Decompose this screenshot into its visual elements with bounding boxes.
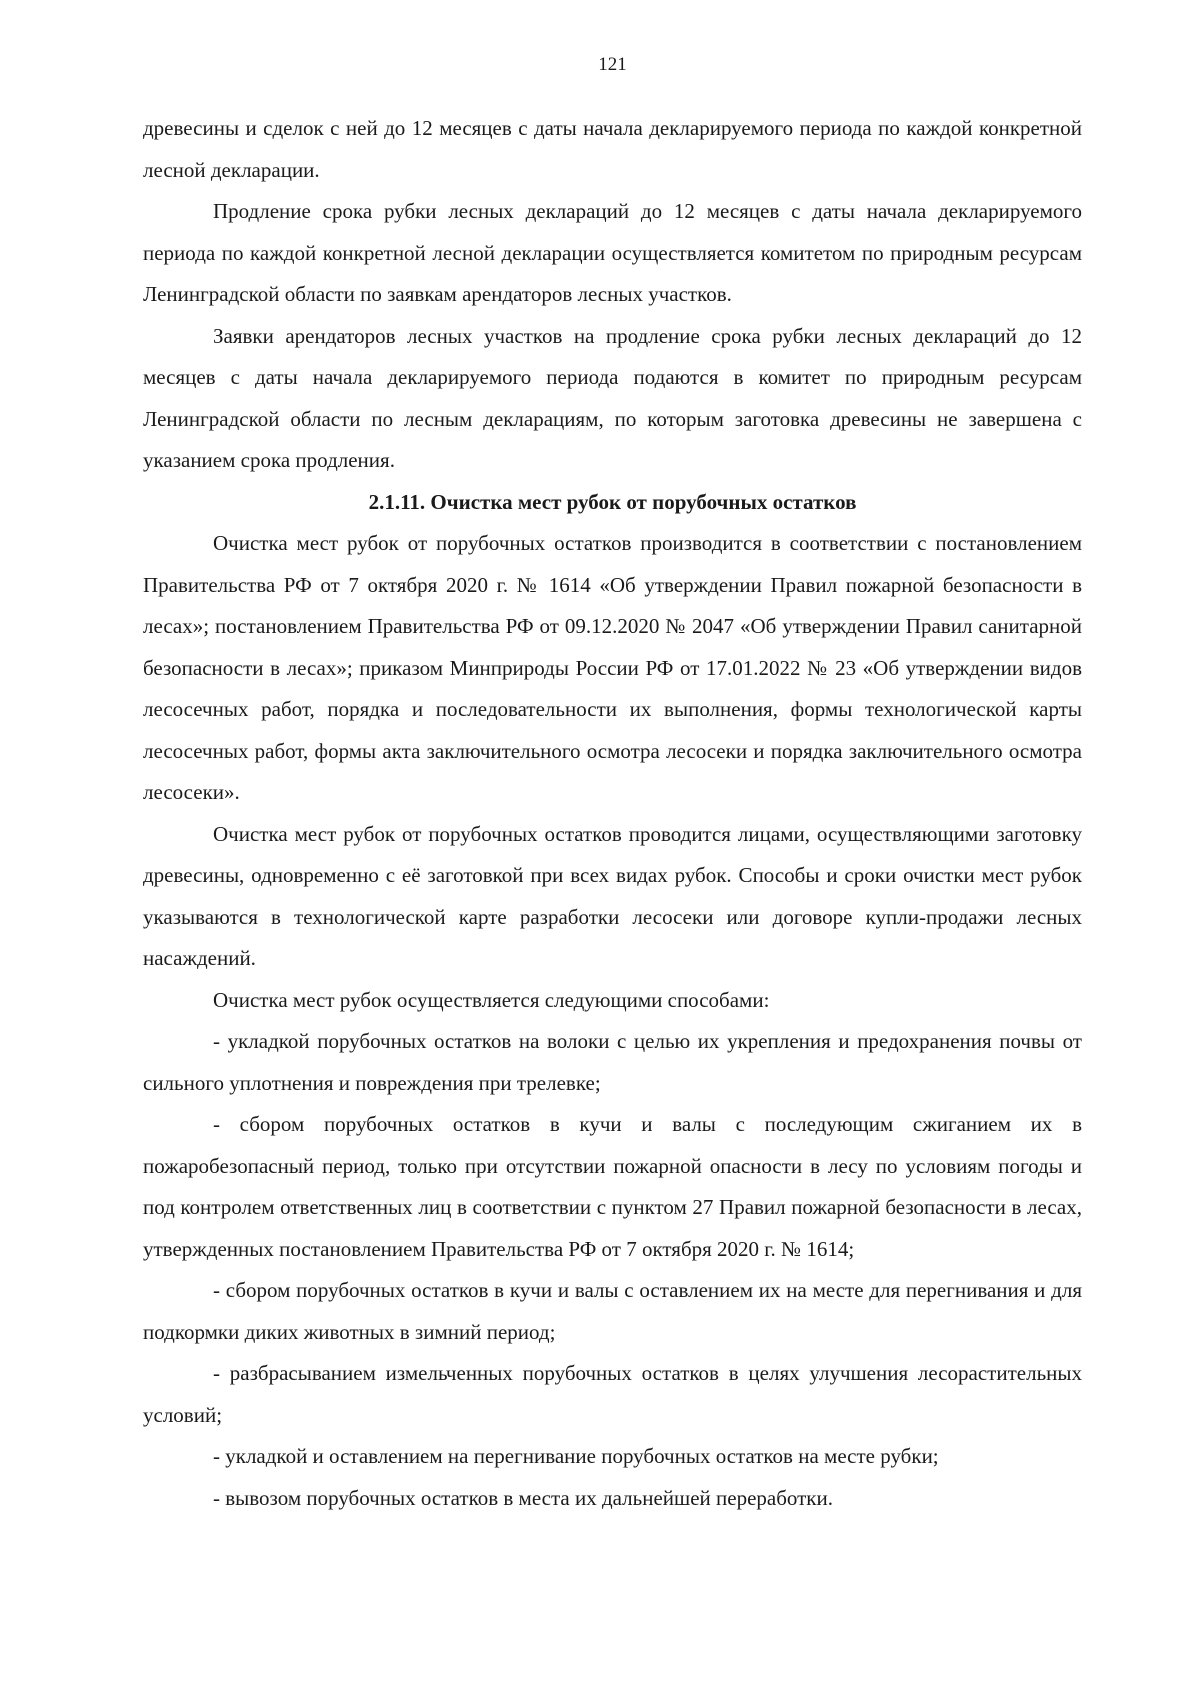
paragraph-continuation: древесины и сделок с ней до 12 месяцев с даты начала декларируемого периода по каждой конкретной лесной декларации. xyxy=(143,116,1082,182)
paragraph-extension-procedure: Продление срока рубки лесных деклараций до 12 месяцев с даты начала декларируемого периода по каждой конкретной лесной декларации осуществляется комитетом по природным ресурсам Ленинградской области по заявкам арендаторов лесных участков. xyxy=(143,199,1082,306)
list-item: - сбором порубочных остатков в кучи и валы с оставлением их на месте для перегнивания и для подкормки диких животных в зимний период; xyxy=(143,1278,1082,1344)
paragraph-legal-basis: Очистка мест рубок от порубочных остатков производится в соответствии с постановлением Правительства РФ от 7 октября 2020 г. № 1614 «Об утверждении Правил пожарной безопасности в лесах»; постановлением Правительства РФ от 09.12.2020 № 2047 «Об утверждении Правил санитарной безопасности в лесах»; приказом Минприроды России РФ от 17.01.2022 № 23 «Об утверждении видов лесосечных работ, порядка и последовательности их выполнения, формы технологической карты лесосечных работ, формы акта заключительного осмотра лесосеки и порядка заключительного осмотра лесосеки». xyxy=(143,531,1082,804)
list-item: - разбрасыванием измельченных порубочных остатков в целях улучшения лесорастительных условий; xyxy=(143,1361,1082,1427)
section-heading: 2.1.11. Очистка мест рубок от порубочных остатков xyxy=(368,489,857,514)
paragraph-responsible-parties: Очистка мест рубок от порубочных остатков проводится лицами, осуществляющими заготовку древесины, одновременно с её заготовкой при всех видах рубок. Способы и сроки очистки мест рубок указываются в технологической карте разработки лесосеки или договоре купли-продажи лесных насаждений. xyxy=(143,821,1082,970)
list-item: - укладкой и оставлением на перегнивание порубочных остатков на месте рубки; xyxy=(213,1444,939,1468)
list-item: - сбором порубочных остатков в кучи и валы с последующим сжиганием их в пожаробезопасный период, только при отсутствии пожарной опасности в лесу по условиям погоды и под контролем ответственных лиц в соответствии с пунктом 27 Правил пожарной безопасности в лесах, утвержденных постановлением Правительства РФ от 7 октября 2020 г. № 1614; xyxy=(143,1112,1082,1261)
methods-list xyxy=(143,1021,1082,1519)
page-number: 121 xyxy=(598,54,627,75)
list-item: - вывозом порубочных остатков в места их дальнейшей переработки. xyxy=(213,1485,833,1510)
list-item: - укладкой порубочных остатков на волоки с целью их укрепления и предохранения почвы от сильного уплотнения и повреждения при трелевке; xyxy=(143,1029,1082,1095)
paragraph-extension-applications: Заявки арендаторов лесных участков на продление срока рубки лесных деклараций до 12 месяцев с даты начала декларируемого периода подаются в комитет по природным ресурсам Ленинградской области по лесным декларациям, по которым заготовка древесины не завершена с указанием срока продления. xyxy=(143,323,1082,472)
paragraph-methods-intro: Очистка мест рубок осуществляется следующими способами: xyxy=(213,987,770,1012)
document-page xyxy=(143,52,1082,1519)
